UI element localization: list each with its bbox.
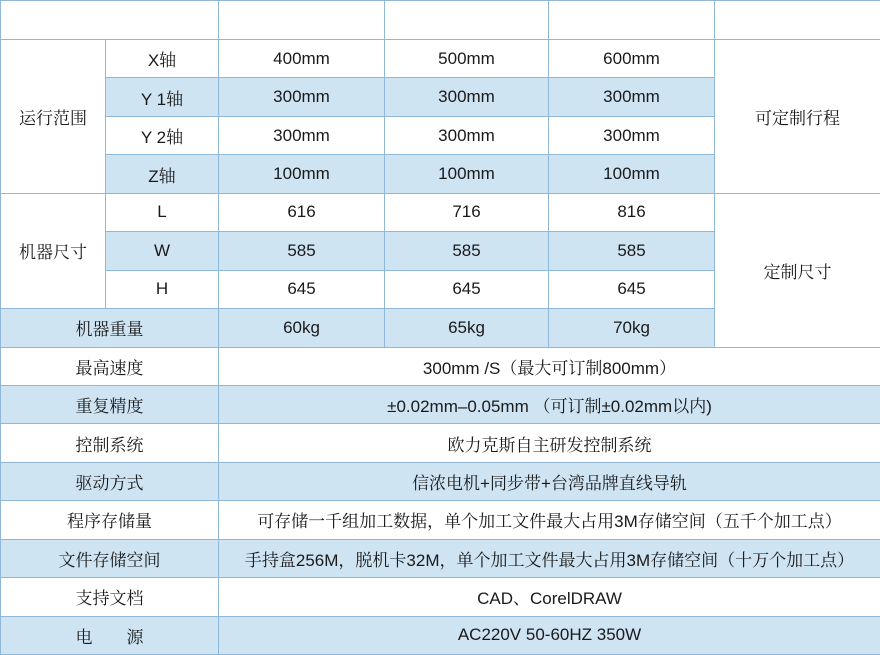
row-label-z-axis: Z轴 (106, 155, 219, 193)
cell-repeat-accuracy: ±0.02mm–0.05mm （可订制±0.02mm以内) (219, 385, 880, 423)
cell-supported-docs: CAD、CorelDRAW (219, 578, 880, 616)
cell-power: AC220V 50-60HZ 350W (219, 616, 880, 654)
group-side-custom-size: 定制尺寸 (715, 193, 880, 347)
table-row (1, 193, 880, 231)
cell-weight-d4331: 60kg (219, 309, 385, 347)
table-row (1, 424, 880, 462)
row-label-power: 电 源 (1, 616, 219, 654)
header-cell-d6331: OL-D6331 (549, 1, 715, 40)
table-row (1, 385, 880, 423)
cell-w-d4331: 585 (219, 232, 385, 270)
table-row (1, 578, 880, 616)
cell-l-d6331: 816 (549, 193, 715, 231)
header-cell-model: 产品型号 (1, 1, 219, 40)
cell-w-d5331: 585 (385, 232, 549, 270)
cell-z-d6331: 100mm (549, 155, 715, 193)
table-row (1, 616, 880, 654)
cell-y1-d6331: 300mm (549, 78, 715, 116)
cell-x-d5331: 500mm (385, 40, 549, 78)
row-label-drive-mode: 驱动方式 (1, 462, 219, 500)
table-header-row (1, 1, 880, 40)
cell-h-d6331: 645 (549, 270, 715, 308)
header-cell-d5331: OL-D5331 (385, 1, 549, 40)
row-label-y1-axis: Y 1轴 (106, 78, 219, 116)
cell-y2-d5331: 300mm (385, 116, 549, 154)
cell-y1-d4331: 300mm (219, 78, 385, 116)
row-label-program-storage: 程序存储量 (1, 501, 219, 539)
row-label-machine-weight: 机器重量 (1, 309, 219, 347)
cell-h-d5331: 645 (385, 270, 549, 308)
cell-file-storage: 手持盒256M，脱机卡32M，单个加工文件最大占用3M存储空间（十万个加工点） (219, 539, 880, 577)
cell-weight-d6331: 70kg (549, 309, 715, 347)
cell-drive-mode: 信浓电机+同步带+台湾品牌直线导轨 (219, 462, 880, 500)
row-label-file-storage: 文件存储空间 (1, 539, 219, 577)
row-label-w: W (106, 232, 219, 270)
cell-z-d5331: 100mm (385, 155, 549, 193)
row-label-x-axis: X轴 (106, 40, 219, 78)
row-label-supported-docs: 支持文档 (1, 578, 219, 616)
table-row (1, 40, 880, 78)
row-label-y2-axis: Y 2轴 (106, 116, 219, 154)
cell-w-d6331: 585 (549, 232, 715, 270)
row-label-max-speed: 最高速度 (1, 347, 219, 385)
row-label-h: H (106, 270, 219, 308)
cell-x-d4331: 400mm (219, 40, 385, 78)
table-row (1, 347, 880, 385)
cell-program-storage: 可存储一千组加工数据，单个加工文件最大占用3M存储空间（五千个加工点） (219, 501, 880, 539)
cell-l-d5331: 716 (385, 193, 549, 231)
row-label-l: L (106, 193, 219, 231)
cell-weight-d5331: 65kg (385, 309, 549, 347)
group-label-machine-size: 机器尺寸 (1, 193, 106, 308)
cell-z-d4331: 100mm (219, 155, 385, 193)
cell-h-d4331: 645 (219, 270, 385, 308)
header-cell-custom: 定制机型 (715, 1, 880, 40)
cell-x-d6331: 600mm (549, 40, 715, 78)
cell-control-system: 欧力克斯自主研发控制系统 (219, 424, 880, 462)
row-label-repeat-accuracy: 重复精度 (1, 385, 219, 423)
table-row (1, 539, 880, 577)
header-cell-d4331: OL-D4331 (219, 1, 385, 40)
table-row (1, 501, 880, 539)
cell-y2-d4331: 300mm (219, 116, 385, 154)
group-side-custom-travel: 可定制行程 (715, 40, 880, 194)
group-label-travel-range: 运行范围 (1, 40, 106, 194)
cell-y2-d6331: 300mm (549, 116, 715, 154)
cell-max-speed: 300mm /S（最大可订制800mm） (219, 347, 880, 385)
table-row (1, 462, 880, 500)
cell-y1-d5331: 300mm (385, 78, 549, 116)
cell-l-d4331: 616 (219, 193, 385, 231)
row-label-control-system: 控制系统 (1, 424, 219, 462)
